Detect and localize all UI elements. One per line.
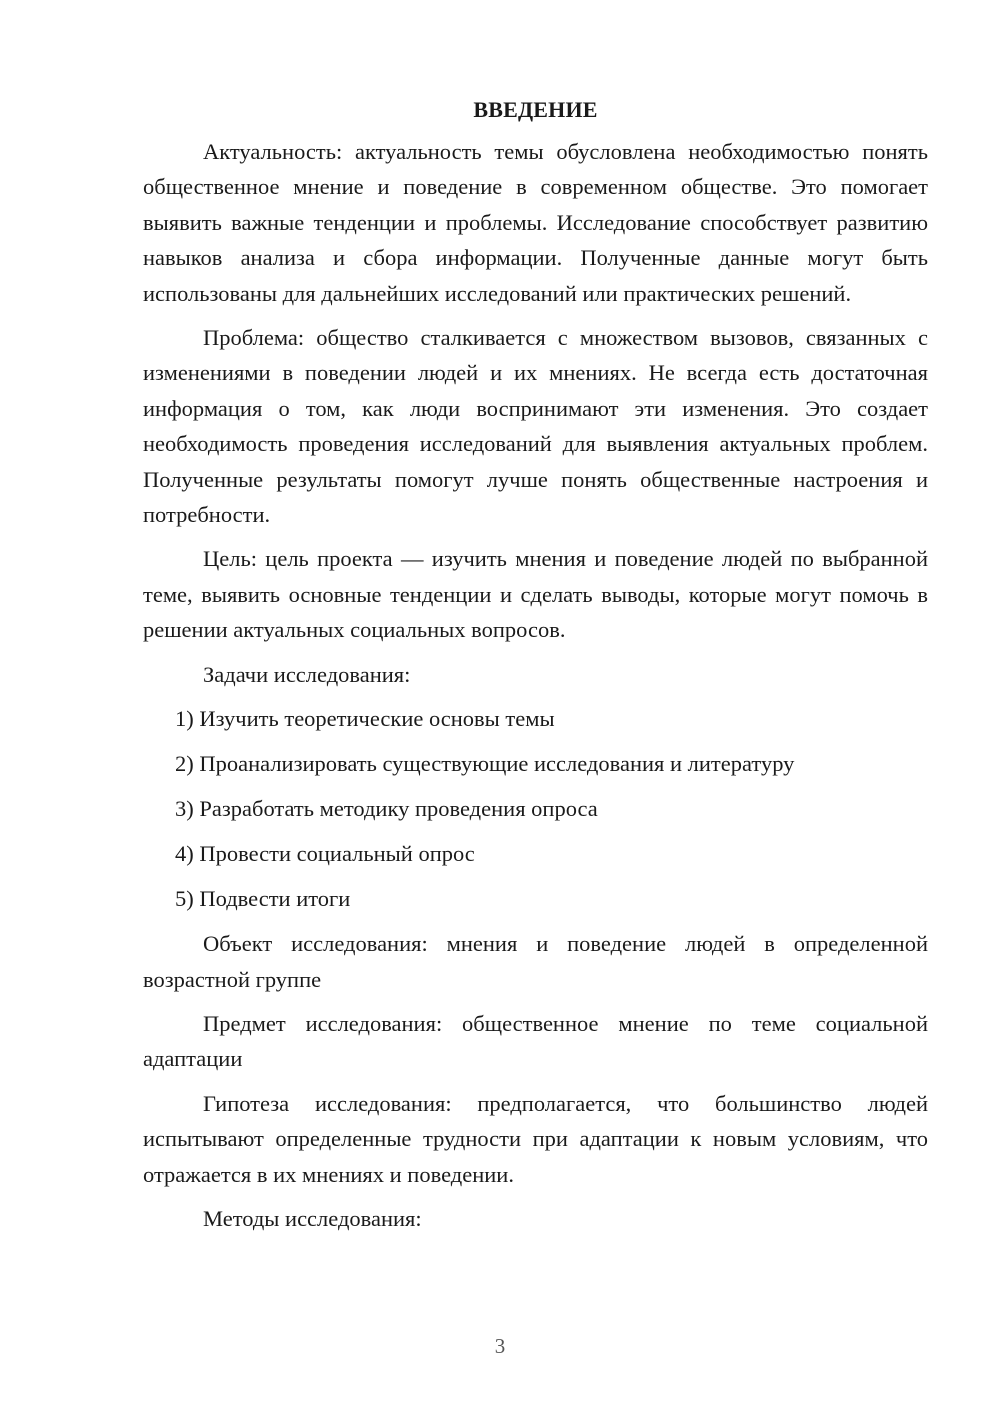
paragraph-problem: Проблема: общество сталкивается с множеством вызовов, связанных с изменениями в поведении людей и их мнениях. Не всегда есть достаточная информация о том, как люди воспринимают эти изменения. Это создает необходимость проведения исследований для выявления актуальных проблем. Полученные результаты помогут лучше понять общественные настроения и потребности. bbox=[143, 325, 928, 528]
page-title: ВВЕДЕНИЕ bbox=[473, 97, 598, 122]
task-item-5: 5) Подвести итоги bbox=[175, 886, 351, 912]
task-list bbox=[143, 701, 928, 916]
task-item-4: 4) Провести социальный опрос bbox=[175, 841, 475, 867]
task-item-3: 3) Разработать методику проведения опроса bbox=[175, 796, 598, 822]
task-item-1: 1) Изучить теоретические основы темы bbox=[175, 706, 555, 732]
tasks-heading: Задачи исследования: bbox=[203, 661, 411, 687]
page-number: 3 bbox=[494, 1334, 506, 1358]
paragraph-methods: Методы исследования: bbox=[203, 1205, 422, 1231]
paragraph-subject: Предмет исследования: общественное мнение по теме социальной адаптации bbox=[143, 1010, 928, 1072]
paragraph-hypothesis: Гипотеза исследования: предполагается, что большинство людей испытывают определенные трудности при адаптации к новым условиям, что отражается в их мнениях и поведении. bbox=[143, 1090, 928, 1187]
paragraph-relevance: Актуальность: актуальность темы обусловлена необходимостью понять общественное мнение и поведение в современном обществе. Это помогает выявить важные тенденции и проблемы. Исследование способствует развитию навыков анализа и сбора информации. Полученные данные могут быть использованы для дальнейших исследований или практических решений. bbox=[143, 139, 928, 306]
document-page bbox=[143, 92, 928, 1245]
paragraph-goal: Цель: цель проекта — изучить мнения и поведение людей по выбранной теме, выявить основные тенденции и сделать выводы, которые могут помочь в решении актуальных социальных вопросов. bbox=[143, 546, 928, 643]
task-item-2: 2) Проанализировать существующие исследования и литературу bbox=[175, 751, 795, 777]
paragraph-object: Объект исследования: мнения и поведение людей в определенной возрастной группе bbox=[143, 931, 928, 992]
